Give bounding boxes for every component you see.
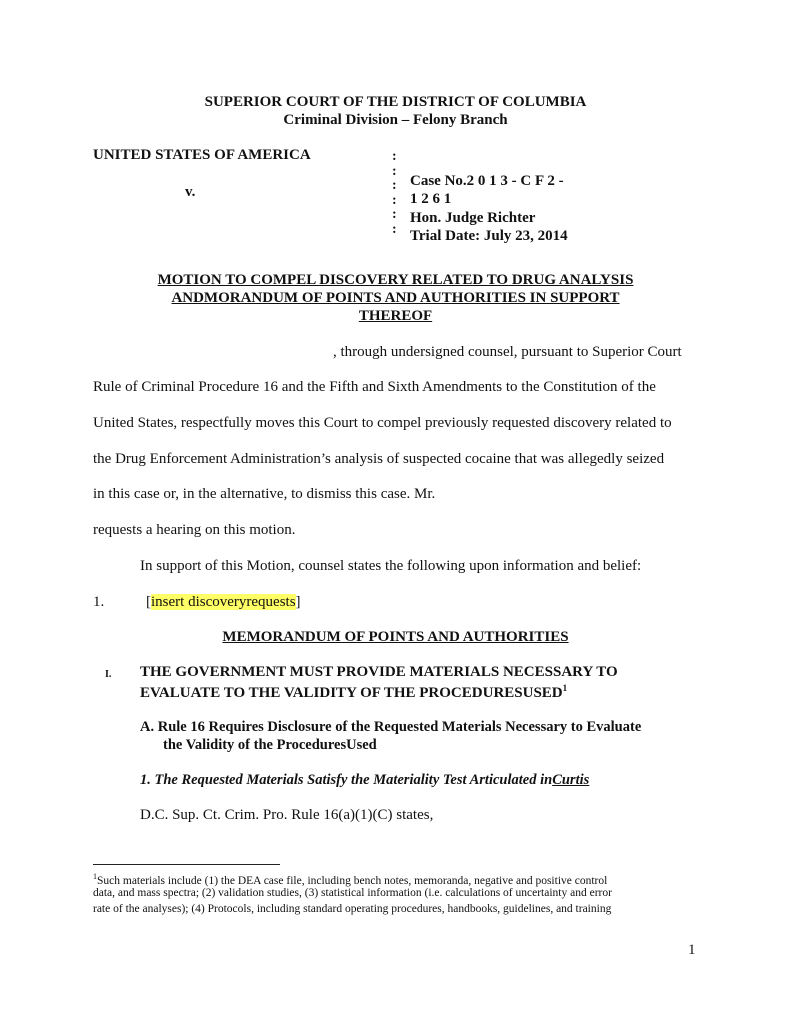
memorandum-heading: MEMORANDUM OF POINTS AND AUTHORITIES: [222, 629, 569, 645]
footnote-line2: data, and mass spectra; (2) validation studies, (3) statistical information (i.e. calculations of uncertainty and error: [93, 887, 612, 899]
body-line: the Drug Enforcement Administration’s analysis of suspected cocaine that was allegedly seized: [93, 451, 665, 467]
page-number: 1: [688, 942, 696, 958]
caption-colon: :: [392, 178, 397, 193]
subheading-1: [140, 772, 589, 789]
footnote-mark: 1: [93, 872, 97, 881]
body-line: , through undersigned counsel, pursuant to Superior Court: [333, 344, 682, 360]
motion-title-line1: MOTION TO COMPEL DISCOVERY RELATED TO DRUG ANALYSIS: [157, 272, 634, 288]
section-heading-text: EVALUATE TO THE VALIDITY OF THE PROCEDURESUSED: [140, 685, 563, 701]
subheading-1-text: 1. The Requested Materials Satisfy the Materiality Test Articulated in: [140, 772, 553, 788]
caption-colon: :: [392, 149, 397, 164]
court-name: SUPERIOR COURT OF THE DISTRICT OF COLUMBIA: [204, 94, 587, 110]
discovery-request-placeholder: [146, 594, 301, 611]
caption-colon: :: [392, 207, 397, 222]
versus-label: v.: [185, 184, 196, 200]
rule-citation: D.C. Sup. Ct. Crim. Pro. Rule 16(a)(1)(C) states,: [140, 807, 434, 823]
caption-colons: [392, 150, 397, 237]
trial-date: Trial Date: July 23, 2014: [410, 228, 568, 244]
bracket-close: ]: [295, 594, 301, 610]
footnote-text: Such materials include (1) the DEA case file, including bench notes, memoranda, negative and positive control: [97, 874, 608, 887]
body-line: United States, respectfully moves this Court to compel previously requested discovery related to: [93, 415, 672, 431]
caption-colon: :: [392, 192, 397, 208]
body-line: requests a hearing on this motion.: [93, 522, 296, 538]
case-number-line1: Case No.2 0 1 3 - C F 2 -: [410, 173, 564, 189]
motion-title-line2: ANDMORANDUM OF POINTS AND AUTHORITIES IN SUPPORT: [171, 290, 620, 306]
bracket-open: [: [146, 594, 151, 610]
caption-colon: :: [392, 163, 397, 179]
item-number: 1.: [93, 594, 105, 610]
footnote-reference: 1: [562, 683, 568, 693]
plaintiff-name: UNITED STATES OF AMERICA: [93, 147, 311, 163]
case-citation: Curtis: [552, 772, 590, 788]
footnote-separator: [93, 864, 280, 865]
judge-name: Hon. Judge Richter: [410, 210, 536, 226]
caption-colon: :: [392, 221, 397, 237]
section-number: I.: [105, 669, 112, 680]
placeholder-text: insert discoveryrequests: [151, 594, 296, 610]
section-heading-line1: THE GOVERNMENT MUST PROVIDE MATERIALS NECESSARY TO: [140, 664, 618, 680]
subheading-a-line2: the Validity of the ProceduresUsed: [163, 737, 377, 753]
body-line: Rule of Criminal Procedure 16 and the Fifth and Sixth Amendments to the Constitution of the: [93, 379, 656, 395]
court-division: Criminal Division – Felony Branch: [283, 112, 508, 128]
subheading-a-line1: A. Rule 16 Requires Disclosure of the Requested Materials Necessary to Evaluate: [140, 719, 642, 735]
motion-title-line3: THEREOF: [358, 308, 433, 324]
footnote-line3: rate of the analyses); (4) Protocols, including standard operating procedures, handbooks, guidelines, and training: [93, 903, 612, 915]
case-number-line2: 1 2 6 1: [410, 191, 452, 207]
section-heading-line2: [140, 683, 567, 702]
support-paragraph: In support of this Motion, counsel states the following upon information and belief:: [140, 558, 642, 574]
body-line: in this case or, in the alternative, to dismiss this case. Mr.: [93, 486, 436, 502]
